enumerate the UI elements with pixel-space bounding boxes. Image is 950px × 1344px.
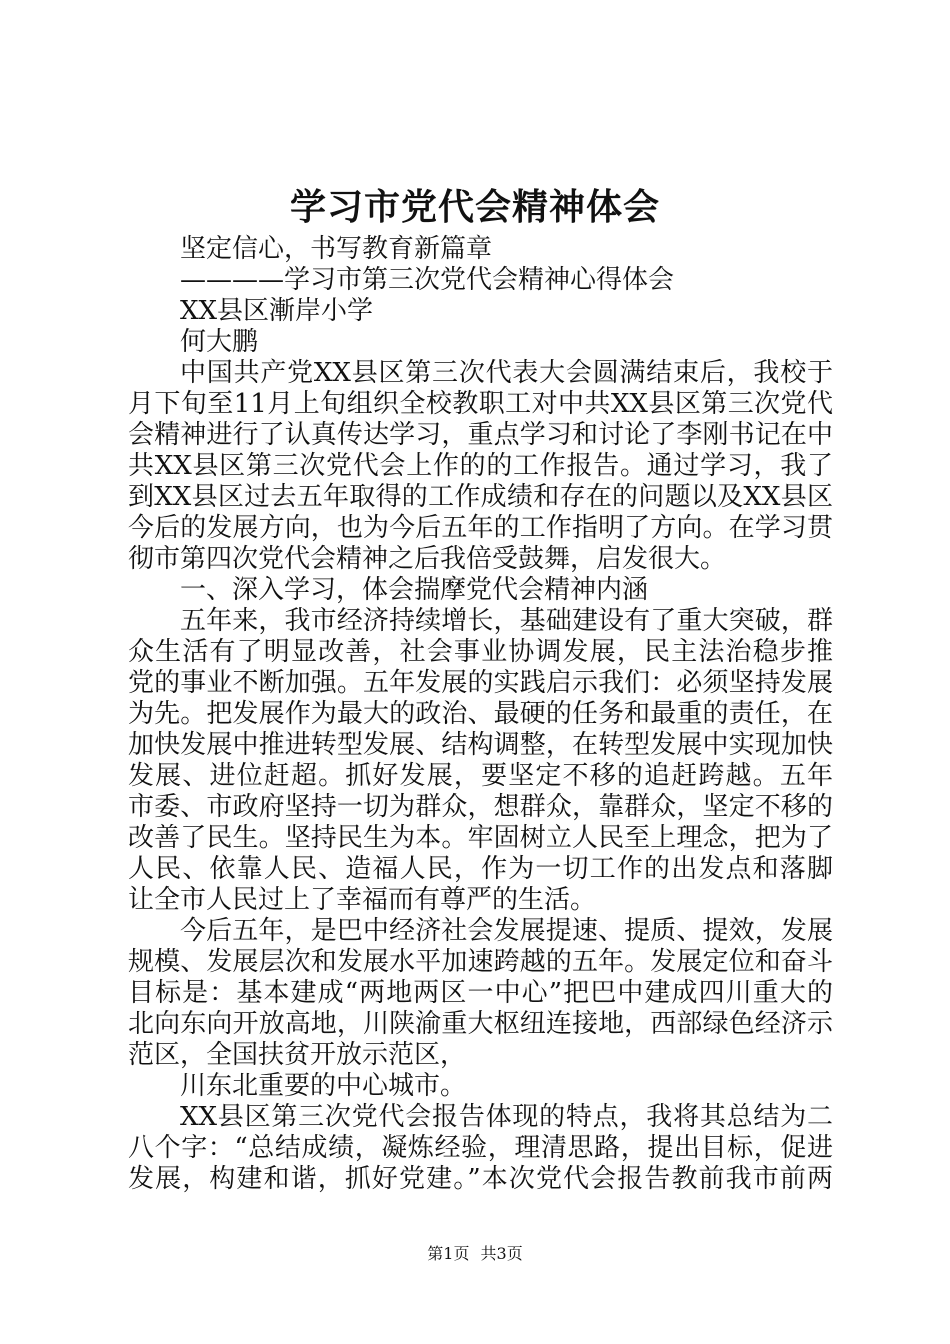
document-body [128,234,833,1195]
text-line: 八个字：“总结成绩，凝炼经验，理清思路，提出目标，促进 [128,1133,833,1163]
text-line: 一、深入学习，体会揣摩党代会精神内涵 [180,575,649,605]
text-line: 今后五年，是巴中经济社会发展提速、提质、提效，发展 [180,916,833,946]
text-line: 彻市第四次党代会精神之后我倍受鼓舞，启发很大。 [128,544,727,574]
text-line: ————学习市第三次党代会精神心得体会 [180,265,675,295]
text-line: 发展，构建和谐，抓好党建。”本次党代会报告教前我市前两 [128,1164,833,1194]
text-line: 北向东向开放高地，川陕渝重大枢纽连接地，西部绿色经济示 [128,1009,833,1039]
text-line: 改善了民生。坚持民生为本。牢固树立人民至上理念，把为了 [128,823,833,853]
text-line: 为先。把发展作为最大的政治、最硬的任务和最重的责任，在 [128,699,833,729]
text-line: 共XX县区第三次党代会上作的的工作报告。通过学习，我了 [128,451,833,481]
page-total: 共3页 [480,1244,523,1263]
text-line: 众生活有了明显改善，社会事业协调发展，民主法治稳步推 [128,637,833,667]
page-footer [0,1242,950,1266]
text-line: 发展、进位赶超。抓好发展，要坚定不移的追赶跨越。五年 [128,761,833,791]
text-line: 范区，全国扶贫开放示范区， [128,1040,467,1070]
text-line: 党的事业不断加强。五年发展的实践启示我们：必须坚持发展 [128,668,833,698]
text-line: 让全市人民过上了幸福而有尊严的生活。 [128,885,597,915]
text-line: 坚定信心，书写教育新篇章 [180,234,493,264]
text-line: 五年来，我市经济持续增长，基础建设有了重大突破，群 [180,606,833,636]
page-number: 第1页 [427,1244,470,1263]
text-line: 加快发展中推进转型发展、结构调整，在转型发展中实现加快 [128,730,833,760]
text-line: 中国共产党XX县区第三次代表大会圆满结束后，我校于 [180,358,833,388]
text-line: 何大鹏 [180,327,259,357]
text-line: XX县区漸岸小学 [180,296,374,326]
text-line: 人民、依靠人民、造福人民，作为一切工作的出发点和落脚 [128,854,833,884]
text-line: 会精神进行了认真传达学习，重点学习和讨论了李刚书记在中 [128,420,833,450]
text-line: 市委、市政府坚持一切为群众，想群众，靠群众，坚定不移的 [128,792,833,822]
text-line: 川东北重要的中心城市。 [180,1071,467,1101]
text-line: XX县区第三次党代会报告体现的特点，我将其总结为二 [180,1102,833,1132]
text-line: 月下旬至11月上旬组织全校教职工对中共XX县区第三次党代 [128,389,833,419]
text-line: 规模、发展层次和发展水平加速跨越的五年。发展定位和奋斗 [128,947,833,977]
document-title: 学习市党代会精神体会 [289,187,660,228]
text-line: 今后的发展方向，也为今后五年的工作指明了方向。在学习贯 [128,513,833,543]
text-line: 目标是：基本建成“两地两区一中心”把巴中建成四川重大的 [128,978,833,1008]
text-line: 到XX县区过去五年取得的工作成绩和存在的问题以及XX县区 [128,482,833,512]
